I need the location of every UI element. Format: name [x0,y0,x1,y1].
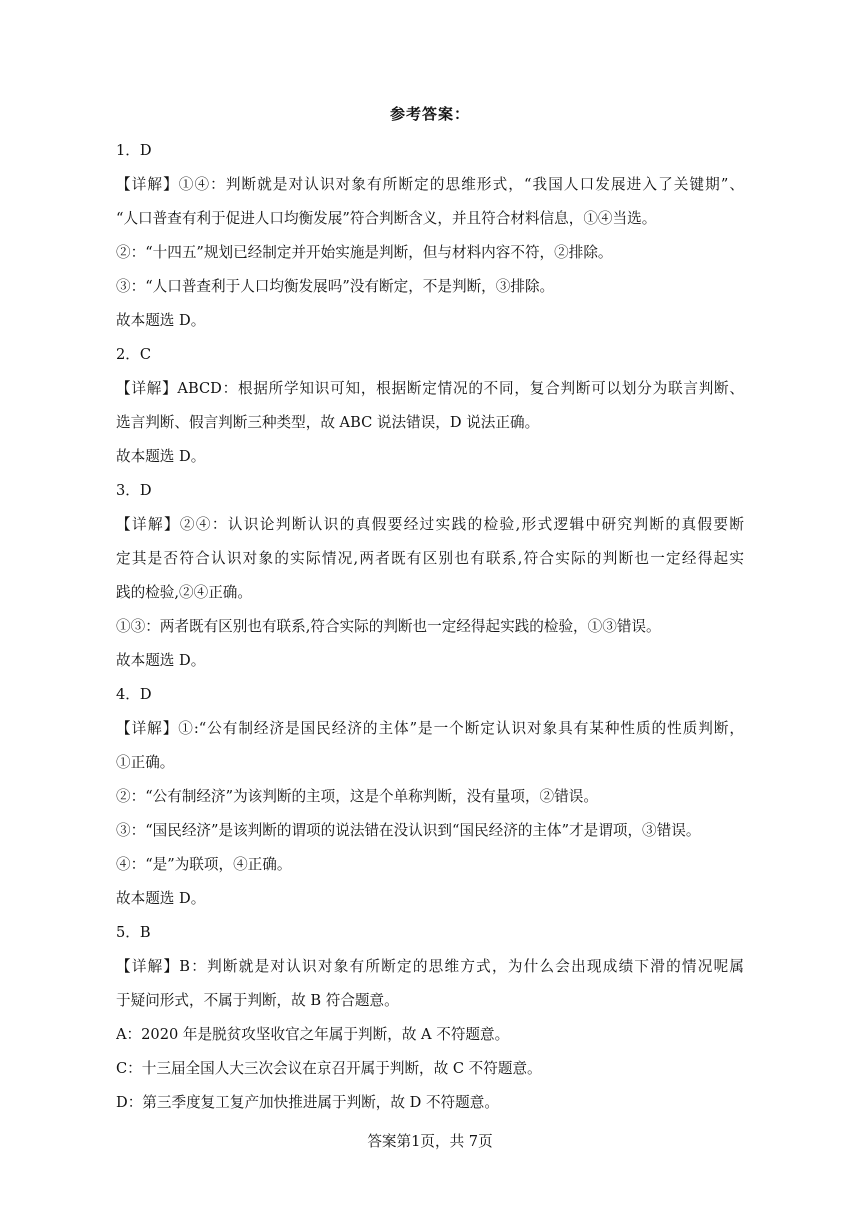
answer-4-explanation-line: ①正确。 [116,754,175,771]
answer-content [116,134,744,1120]
answer-1-explanation-line: 【详解】①④：判断就是对认识对象有所断定的思维形式，“我国人口发展进入了关键期”、 [116,176,744,193]
answer-1-explanation-line: ②：“十四五”规划已经制定并开始实施是判断，但与材料内容不符，②排除。 [116,244,613,261]
answer-4-number: 4．D [116,686,152,703]
answer-4-explanation-line: 【详解】①:“公有制经济是国民经济的主体”是一个断定认识对象具有某种性质的性质判断， [116,720,744,737]
answer-1-conclusion: 故本题选 D。 [116,312,206,329]
answer-4-explanation-line: ②：“公有制经济”为该判断的主项，这是个单称判断，没有量项，②错误。 [116,788,598,805]
answer-2-number: 2．C [116,346,152,363]
answer-3-explanation-line: 【详解】②④：认识论判断认识的真假要经过实践的检验,形式逻辑中研究判断的真假要断 [116,516,744,533]
answer-2-explanation-line: 选言判断、假言判断三种类型，故 ABC 说法错误，D 说法正确。 [116,414,540,431]
answer-1-number: 1．D [116,142,152,159]
answer-3-explanation-line: 定其是否符合认识对象的实际情况,两者既有区别也有联系,符合实际的判断也一定经得起实 [116,550,744,567]
answer-2-explanation-line: 【详解】ABCD：根据所学知识可知，根据断定情况的不同，复合判断可以划分为联言判断、 [116,380,744,397]
answer-5-option-d: D：第三季度复工复产加快推进属于判断，故 D 不符题意。 [116,1094,499,1111]
answer-4-conclusion: 故本题选 D。 [116,890,206,907]
answer-3-explanation-line: ①③：两者既有区别也有联系,符合实际的判断也一定经得起实践的检验，①③错误。 [116,618,661,635]
answer-5-number: 5．B [116,924,151,941]
answer-5-explanation-line: 于疑问形式，不属于判断，故 B 符合题意。 [116,992,399,1009]
page-title: 参考答案： [389,105,470,123]
answer-1-explanation-line: ③：“人口普查利于人口均衡发展吗”没有断定，不是判断，③排除。 [116,278,555,295]
answer-3-explanation-line: 践的检验,②④正确。 [116,584,252,601]
answer-1-explanation-line: “人口普查有利于促进人口均衡发展”符合判断含义，并且符合材料信息，①④当选。 [116,210,657,227]
answer-3-number: 3．D [116,482,152,499]
answer-3-conclusion: 故本题选 D。 [116,652,206,669]
answer-5-option-c: C：十三届全国人大三次会议在京召开属于判断，故 C 不符题意。 [116,1060,542,1077]
page-footer: 答案第1页，共 7页 [367,1133,493,1150]
answer-5-explanation-line: 【详解】B：判断就是对认识对象有所断定的思维方式，为什么会出现成绩下滑的情况呢属 [116,958,744,975]
answer-4-explanation-line: ④：“是”为联项，④正确。 [116,856,292,873]
answer-2-conclusion: 故本题选 D。 [116,448,206,465]
answer-5-option-a: A：2020 年是脱贫攻坚收官之年属于判断，故 A 不符题意。 [116,1026,510,1043]
answer-4-explanation-line: ③：“国民经济”是该判断的谓项的说法错在没认识到“国民经济的主体”才是谓项，③错误。 [116,822,701,839]
